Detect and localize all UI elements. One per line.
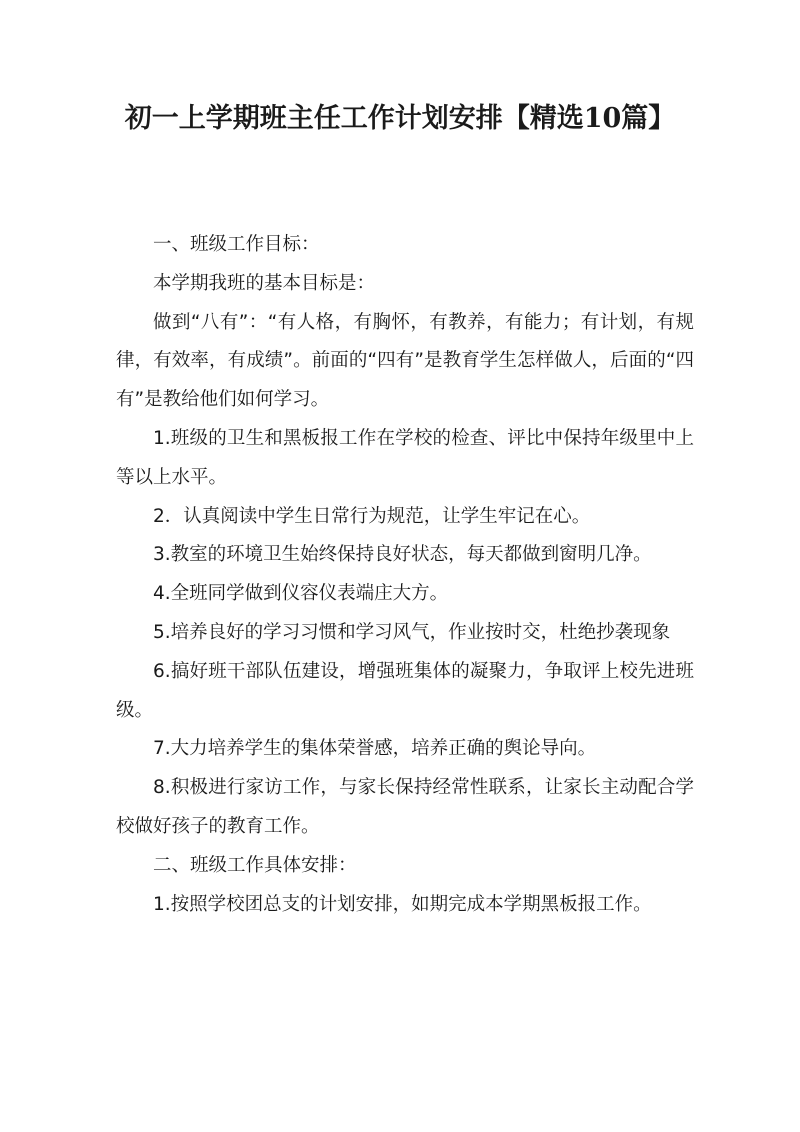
paragraph-eight-haves: 做到“八有”：“有人格，有胸怀，有教养，有能力；有计划，有规律，有效率，有成绩”。前面的“四有”是教育学生怎样做人，后面的“四有”是教给他们如何学习。 (116, 311, 694, 411)
goal-item-2: 2．认真阅读中学生日常行为规范，让学生牢记在心。 (153, 505, 591, 527)
goal-item-6: 6.搞好班干部队伍建设，增强班集体的凝聚力，争取评上校先进班级。 (116, 660, 694, 721)
goal-item-1: 1.班级的卫生和黑板报工作在学校的检查、评比中保持年级里中上等以上水平。 (116, 427, 694, 488)
document-body (116, 226, 694, 924)
goal-item-5: 5.培养良好的学习习惯和学习风气，作业按时交，杜绝抄袭现象 (153, 621, 671, 643)
paragraph-basic-goal: 本学期我班的基本目标是： (153, 272, 376, 294)
document-title: 初一上学期班主任工作计划安排【精选10篇】 (124, 103, 676, 134)
goal-item-3: 3.教室的环境卫生始终保持良好状态，每天都做到窗明几净。 (153, 544, 652, 566)
arrangement-item-1: 1.按照学校团总支的计划安排，如期完成本学期黑板报工作。 (153, 893, 652, 915)
goal-item-7: 7.大力培养学生的集体荣誉感，培养正确的舆论导向。 (153, 738, 597, 760)
section-heading-arrangements: 二、班级工作具体安排： (153, 854, 357, 876)
section-heading-goals: 一、班级工作目标： (153, 234, 320, 255)
goal-item-4: 4.全班同学做到仪容仪表端庄大方。 (153, 583, 449, 605)
goal-item-8: 8.积极进行家访工作，与家长保持经常性联系，让家长主动配合学校做好孩子的教育工作。 (116, 777, 694, 837)
